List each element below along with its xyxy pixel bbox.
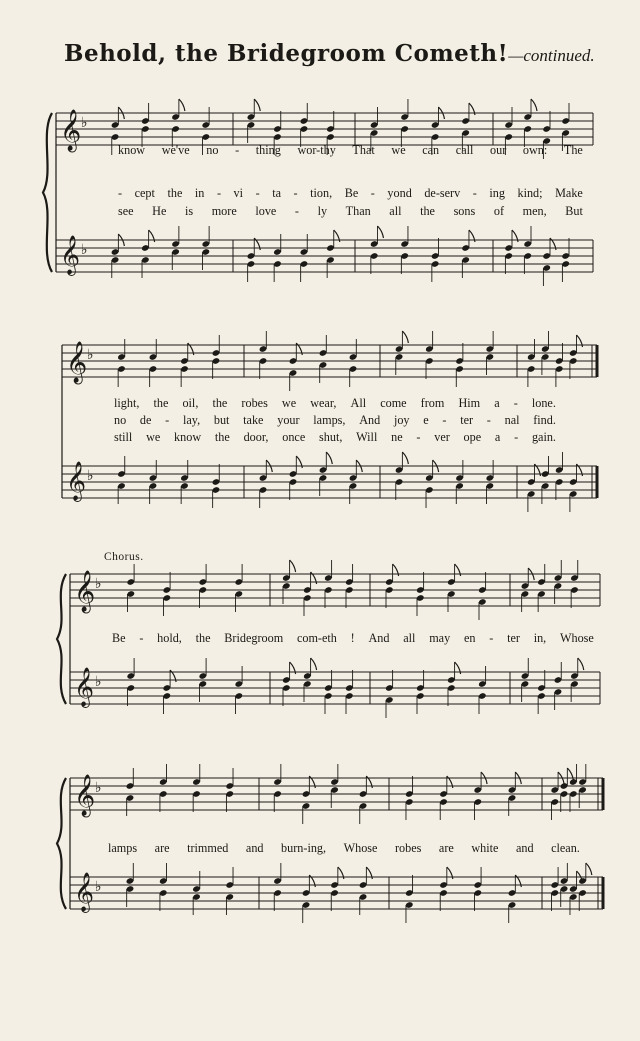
lyric-syllable: men, xyxy=(522,204,547,218)
lyric-syllable: - xyxy=(293,186,298,200)
lyric-syllable: - xyxy=(216,186,221,200)
lyric-syllable: take xyxy=(243,413,264,427)
lyric-syllable: but xyxy=(213,413,230,427)
lyric-syllable: And xyxy=(359,413,381,427)
lyric-syllable: once xyxy=(282,430,306,444)
lyric-syllable: the xyxy=(212,396,228,410)
lyric-syllable: ver xyxy=(434,430,450,444)
lyric-syllable: vi xyxy=(233,186,244,200)
lyric-syllable: from xyxy=(420,396,445,410)
lyric-syllable: - xyxy=(442,413,447,427)
lyric-syllable: ing xyxy=(489,186,505,200)
lyric-line xyxy=(112,631,594,647)
lyric-syllable: de xyxy=(139,413,152,427)
lyric-syllable: no xyxy=(206,143,219,157)
lyric-syllable: lamps, xyxy=(313,413,346,427)
lyric-syllable: trimmed xyxy=(187,841,229,855)
lyric-syllable: - xyxy=(416,430,421,444)
lyric-syllable: Whose xyxy=(343,841,378,855)
treble-staff xyxy=(70,574,600,606)
lyric-syllable: Him xyxy=(458,396,481,410)
lyric-syllable: Make xyxy=(555,186,583,200)
lyric-syllable: Be xyxy=(112,631,126,645)
brace xyxy=(57,778,66,909)
lyric-syllable: - xyxy=(235,143,240,157)
lyric-line xyxy=(114,396,556,412)
lyric-syllable: wor-thy xyxy=(297,143,336,157)
flat-icon: ♭ xyxy=(81,115,88,131)
lyric-syllable: - xyxy=(489,631,494,645)
lyric-syllable: robes xyxy=(241,396,268,410)
lyric-syllable: Than xyxy=(345,204,371,218)
lyric-syllable: - xyxy=(255,186,260,200)
lyric-syllable: are xyxy=(438,841,454,855)
note-flag xyxy=(254,99,260,111)
lyric-line xyxy=(118,204,583,220)
note-flag xyxy=(377,226,383,238)
note-flag xyxy=(311,658,317,670)
lyric-syllable: - xyxy=(165,413,170,427)
hymn-title: Behold, the Bridegroom Cometh! xyxy=(64,40,509,67)
lyric-syllable: com-eth xyxy=(296,631,337,645)
lyric-syllable: ! xyxy=(350,631,355,645)
lyric-syllable: know xyxy=(118,143,146,157)
flat-icon: ♭ xyxy=(95,780,102,796)
lyric-syllable: He xyxy=(152,204,167,218)
lyric-syllable: en xyxy=(463,631,476,645)
lyric-syllable: - xyxy=(294,204,299,218)
flat-icon: ♭ xyxy=(95,879,102,895)
lyric-syllable: we xyxy=(281,396,297,410)
lyric-syllable: robes xyxy=(394,841,422,855)
lyric-syllable: lay, xyxy=(182,413,201,427)
lyric-syllable: ly xyxy=(317,204,328,218)
lyric-line xyxy=(114,430,556,446)
lyric-syllable: All xyxy=(350,396,367,410)
lyric-syllable: of xyxy=(493,204,504,218)
lyric-syllable: And xyxy=(368,631,390,645)
treble-clef-icon: 𝄞 xyxy=(66,342,88,383)
lyric-syllable: Be xyxy=(344,186,359,200)
lyric-syllable: light, xyxy=(114,396,140,410)
lyric-syllable: clean. xyxy=(551,841,580,855)
treble-clef-icon: 𝄞 xyxy=(74,872,95,912)
lyric-syllable: hold, xyxy=(157,631,182,645)
lyric-syllable: the xyxy=(214,430,230,444)
lyric-syllable: we've xyxy=(161,143,190,157)
lyric-syllable: the xyxy=(153,396,169,410)
lyric-syllable: see xyxy=(118,204,134,218)
lyric-syllable: may xyxy=(429,631,451,645)
lyric-syllable: Will xyxy=(356,430,378,444)
lyric-syllable: - xyxy=(118,186,123,200)
lyric-syllable: white xyxy=(471,841,499,855)
lyric-syllable: more xyxy=(211,204,237,218)
lyric-syllable: own: xyxy=(522,143,548,157)
lyric-syllable: no xyxy=(114,413,127,427)
lyric-syllable: in xyxy=(194,186,205,200)
lyric-syllable: all xyxy=(403,631,416,645)
lyric-syllable: kind; xyxy=(517,186,543,200)
lyric-syllable: in, xyxy=(533,631,547,645)
note-flag xyxy=(586,863,592,875)
brace xyxy=(57,574,66,704)
lyric-syllable: nal xyxy=(504,413,520,427)
note-flag xyxy=(578,658,584,670)
flat-icon: ♭ xyxy=(87,468,94,484)
lyric-syllable: love xyxy=(255,204,277,218)
lyric-syllable: ope xyxy=(463,430,482,444)
treble-clef-icon: 𝄞 xyxy=(74,775,96,816)
lyric-syllable: the xyxy=(420,204,435,218)
note-flag xyxy=(531,99,537,111)
lyric-line xyxy=(114,413,556,429)
lyric-syllable: we xyxy=(146,430,161,444)
lyric-syllable: all xyxy=(389,204,402,218)
note-flag xyxy=(326,452,332,464)
lyric-syllable: e xyxy=(423,413,429,427)
treble-clef-icon: 𝄞 xyxy=(60,235,81,275)
lyric-syllable: door, xyxy=(243,430,269,444)
flat-icon: ♭ xyxy=(95,576,102,592)
bass-staff xyxy=(70,672,600,704)
lyric-syllable: ter xyxy=(507,631,520,645)
lyric-syllable: is xyxy=(184,204,194,218)
lyric-syllable: yond xyxy=(387,186,412,200)
lyric-syllable: joy xyxy=(393,413,410,427)
lyric-syllable: come xyxy=(380,396,407,410)
lyric-line xyxy=(108,841,580,857)
lyric-syllable: lamps xyxy=(108,841,138,855)
lyric-syllable: But xyxy=(565,204,583,218)
lyric-syllable: - xyxy=(513,396,518,410)
lyric-syllable: a xyxy=(494,430,501,444)
lyric-syllable: call xyxy=(455,143,474,157)
lyric-syllable: are xyxy=(154,841,170,855)
lyric-syllable: still xyxy=(114,430,133,444)
lyric-syllable: tion, xyxy=(310,186,333,200)
lyric-syllable: wear, xyxy=(310,396,337,410)
note-flag xyxy=(402,331,408,343)
treble-clef-icon: 𝄞 xyxy=(74,667,95,707)
lyric-syllable: cept xyxy=(134,186,155,200)
lyric-syllable: The xyxy=(563,143,583,157)
note-flag xyxy=(402,452,408,464)
flat-icon: ♭ xyxy=(95,674,102,690)
lyric-syllable: ta xyxy=(272,186,281,200)
lyric-syllable: lone. xyxy=(531,396,556,410)
treble-clef-icon: 𝄞 xyxy=(60,110,82,151)
lyric-syllable: know xyxy=(174,430,202,444)
lyric-syllable: and xyxy=(515,841,534,855)
note-flag xyxy=(179,99,185,111)
lyric-syllable: we xyxy=(391,143,406,157)
lyric-syllable: your xyxy=(277,413,300,427)
lyric-syllable: shut, xyxy=(319,430,343,444)
treble-clef-icon: 𝄞 xyxy=(74,571,96,612)
lyric-syllable: - xyxy=(472,186,477,200)
flat-icon: ♭ xyxy=(81,242,88,258)
lyric-syllable: and xyxy=(245,841,264,855)
note-flag xyxy=(290,560,296,572)
lyric-line xyxy=(118,186,583,202)
lyric-syllable: a xyxy=(494,396,500,410)
lyric-syllable: ne xyxy=(391,430,403,444)
lyric-syllable: ter xyxy=(460,413,474,427)
lyric-syllable: - xyxy=(486,413,491,427)
lyric-syllable: - xyxy=(514,430,519,444)
flat-icon: ♭ xyxy=(87,347,94,363)
lyric-syllable: gain. xyxy=(531,430,556,444)
lyric-syllable: our xyxy=(490,143,507,157)
lyric-syllable: Bridegroom xyxy=(224,631,284,645)
lyric-syllable: oil, xyxy=(182,396,199,410)
treble-clef-icon: 𝄞 xyxy=(66,461,87,501)
lyric-syllable: burn-ing, xyxy=(281,841,327,855)
chorus-label: Chorus. xyxy=(104,551,144,563)
lyric-syllable: - xyxy=(370,186,375,200)
lyric-syllable: sons xyxy=(453,204,476,218)
lyric-syllable: find. xyxy=(533,413,556,427)
lyric-line xyxy=(118,143,583,159)
lyric-syllable: Whose xyxy=(559,631,594,645)
brace xyxy=(43,113,52,272)
lyric-syllable: That xyxy=(352,143,375,157)
lyric-syllable: can xyxy=(422,143,440,157)
title-continued: —continued. xyxy=(508,46,595,65)
lyric-syllable: - xyxy=(139,631,144,645)
lyric-syllable: the xyxy=(167,186,183,200)
lyric-syllable: the xyxy=(195,631,211,645)
lyric-syllable: thing xyxy=(255,143,281,157)
lyric-syllable: de-serv xyxy=(424,186,461,200)
